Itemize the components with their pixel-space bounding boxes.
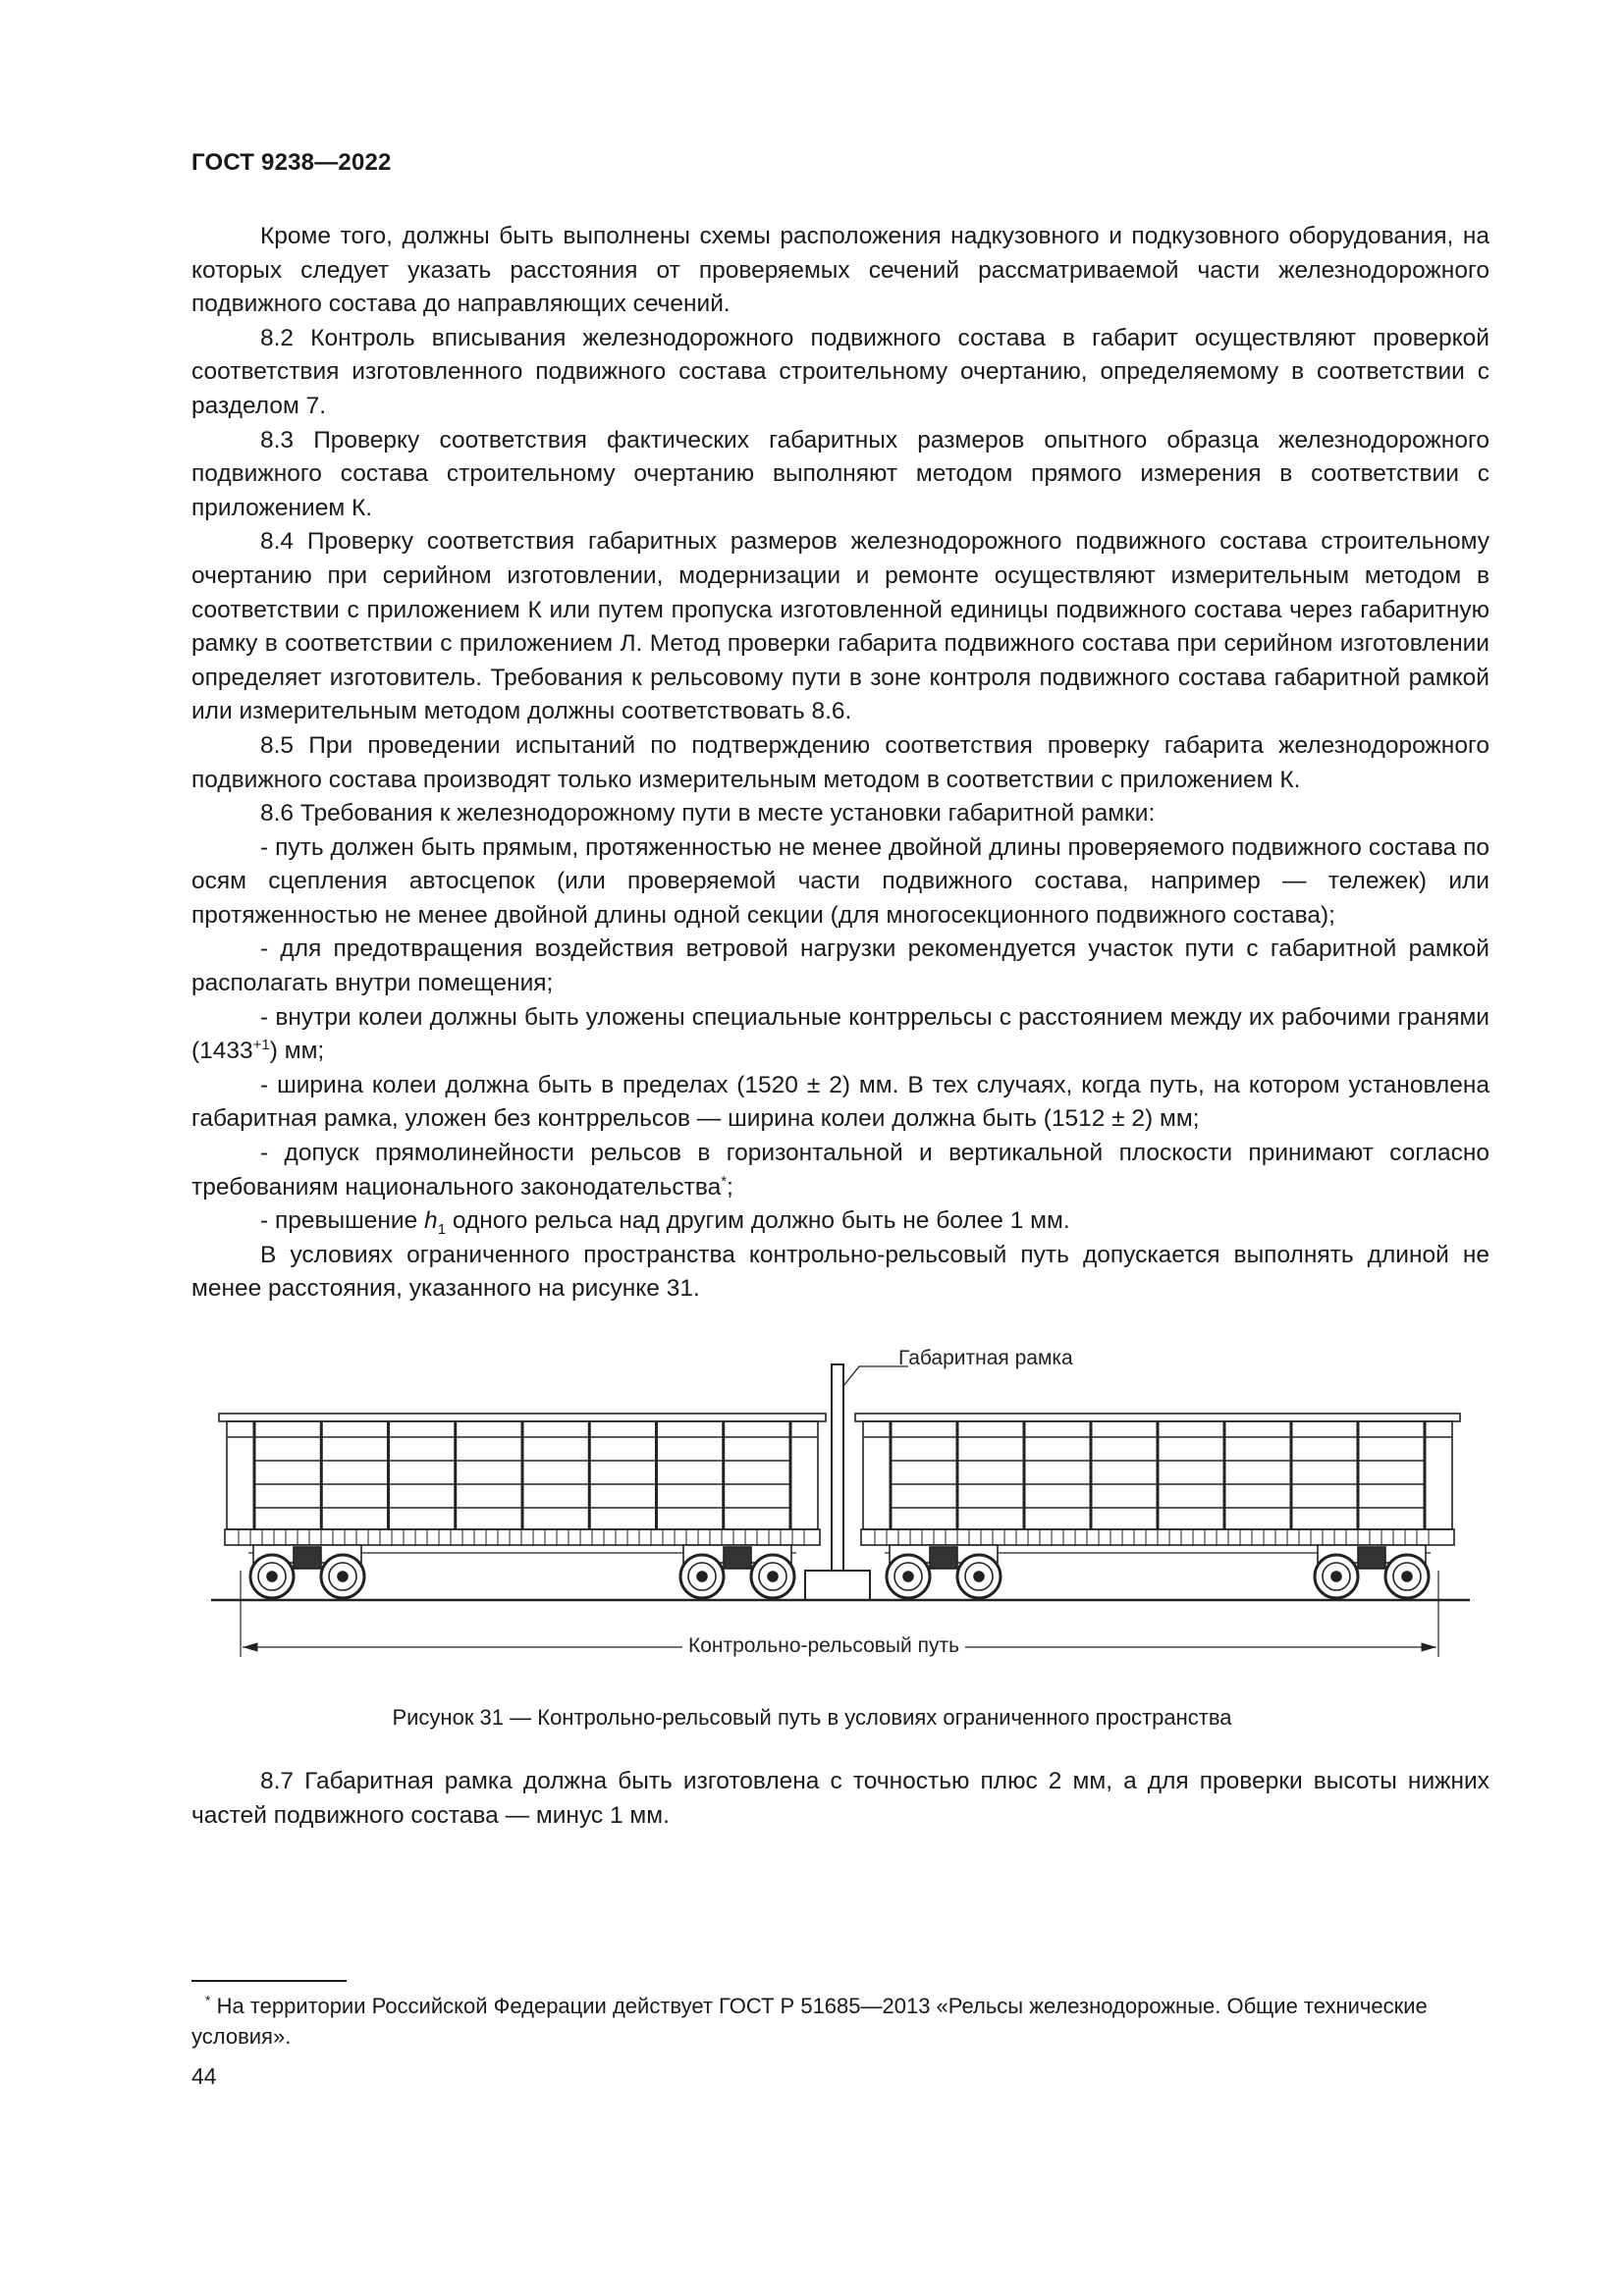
straightness-text: - допуск прямолинейности рельсов в горизонтальной и вертикальной плоскости принимают согласно требованиям национального законодательства <box>191 1140 1489 1201</box>
main-text <box>191 220 1489 1307</box>
footnote-mark: * <box>205 1992 211 2008</box>
list-item-rail-excess <box>191 1204 1489 1239</box>
excess-after: одного рельса над другим должно быть не более 1 мм. <box>446 1207 1070 1235</box>
page-number: 44 <box>191 2063 217 2089</box>
guard-rails-text: - внутри колеи должны быть уложены специальные контррельсы с расстоянием между их рабочими гранями (1433 <box>191 1003 1489 1065</box>
paragraph-limited-space: В условиях ограниченного пространства контрольно-рельсовый путь допускается выполнять длиной не менее расстояния, указанного на рисунке 31. <box>191 1241 1489 1303</box>
figure-31 <box>191 1335 1489 1688</box>
gondola-car-left <box>219 1414 826 1598</box>
tolerance-superscript: +1 <box>252 1037 270 1054</box>
document-header: ГОСТ 9238—2022 <box>191 149 392 176</box>
footnote-reference: * <box>721 1172 728 1190</box>
list-item-wind: - для предотвращения воздействия ветровой нагрузки рекомендуется участок пути с габаритной рамкой располагать внутри помещения; <box>191 935 1489 997</box>
footnote-separator <box>191 1980 347 1982</box>
paragraph-8-7: 8.7 Габаритная рамка должна быть изготовлена с точностью плюс 2 мм, а для проверки высоты нижних частей подвижного состава — минус 1 мм. <box>191 1768 1489 1829</box>
gondola-car-right <box>855 1414 1460 1598</box>
section-8-7 <box>191 1765 1489 1833</box>
control-track-label: Контрольно-рельсовый путь <box>682 1634 965 1658</box>
figure-caption: Рисунок 31 — Контрольно-рельсовый путь в условиях ограниченного пространства <box>392 1705 1232 1730</box>
variable-h: h <box>424 1207 438 1235</box>
list-item-gauge: - ширина колеи должна быть в пределах (1520 ± 2) мм. В тех случаях, когда путь, на котором установлена габаритная рамка, уложен без контррельсов — ширина колеи должна быть (1512 ± 2) мм; <box>191 1071 1489 1133</box>
guard-rails-end: ) мм; <box>269 1038 325 1065</box>
paragraph-8-3: 8.3 Проверку соответствия фактических габаритных размеров опытного образца железнодорожного подвижного состава строительному очертанию выполняют методом прямого измерения в соответствии с приложением К. <box>191 426 1489 521</box>
list-item-straightness <box>191 1137 1489 1204</box>
footnote-text: На территории Российской Федерации действует ГОСТ Р 51685—2013 «Рельсы железнодорожные. Общие технические условия». <box>191 1994 1428 2049</box>
list-item-straight-track: - путь должен быть прямым, протяженностью не менее двойной длины проверяемого подвижного состава по осям сцепления автосцепок (или проверяемой части подвижного состава, например — тележек) или протяженностью не менее двойной длины одной секции (для многосекционного подвижного состава); <box>191 833 1489 929</box>
excess-before: - превышение <box>260 1207 425 1235</box>
footnote <box>191 1991 1489 2052</box>
paragraph-8-5: 8.5 При проведении испытаний по подтверждению соответствия проверку габарита железнодорожного подвижного состава производят только измерительным методом в соответствии с приложением К. <box>191 731 1489 793</box>
list-item-guard-rails <box>191 1001 1489 1069</box>
gauge-frame-post <box>832 1364 843 1571</box>
gauge-frame-label: Габаритная рамка <box>898 1347 1073 1369</box>
paragraph-8-4: 8.4 Проверку соответствия габаритных размеров железнодорожного подвижного состава строительному очертанию при серийном изготовлении, модернизации и ремонте осуществляют измерительным методом в соответствии с приложением К или путем пропуска изготовленной единицы подвижного состава через габаритную рамку в соответствии с приложением Л. Метод проверки габарита подвижного состава при серийном изготовлении определяет изготовитель. Требования к рельсовому пути в зоне контроля подвижного состава габаритной рамкой или измерительным методом должны соответствовать 8.6. <box>191 528 1489 725</box>
straightness-end: ; <box>727 1173 733 1201</box>
gauge-frame-base <box>805 1571 870 1600</box>
paragraph-intro: Кроме того, должны быть выполнены схемы расположения надкузовного и подкузовного оборудования, на которых следует указать расстояния от проверяемых сечений рассматриваемой части железнодорожного подвижного состава до направляющих сечений. <box>191 223 1489 318</box>
variable-subscript: 1 <box>437 1221 447 1239</box>
paragraph-8-6: 8.6 Требования к железнодорожному пути в месте установки габаритной рамки: <box>260 800 1156 828</box>
paragraph-8-2: 8.2 Контроль вписывания железнодорожного подвижного состава в габарит осуществляют проверкой соответствия изготовленного подвижного состава строительному очертанию, определяемому в соответствии с разделом 7. <box>191 324 1489 419</box>
